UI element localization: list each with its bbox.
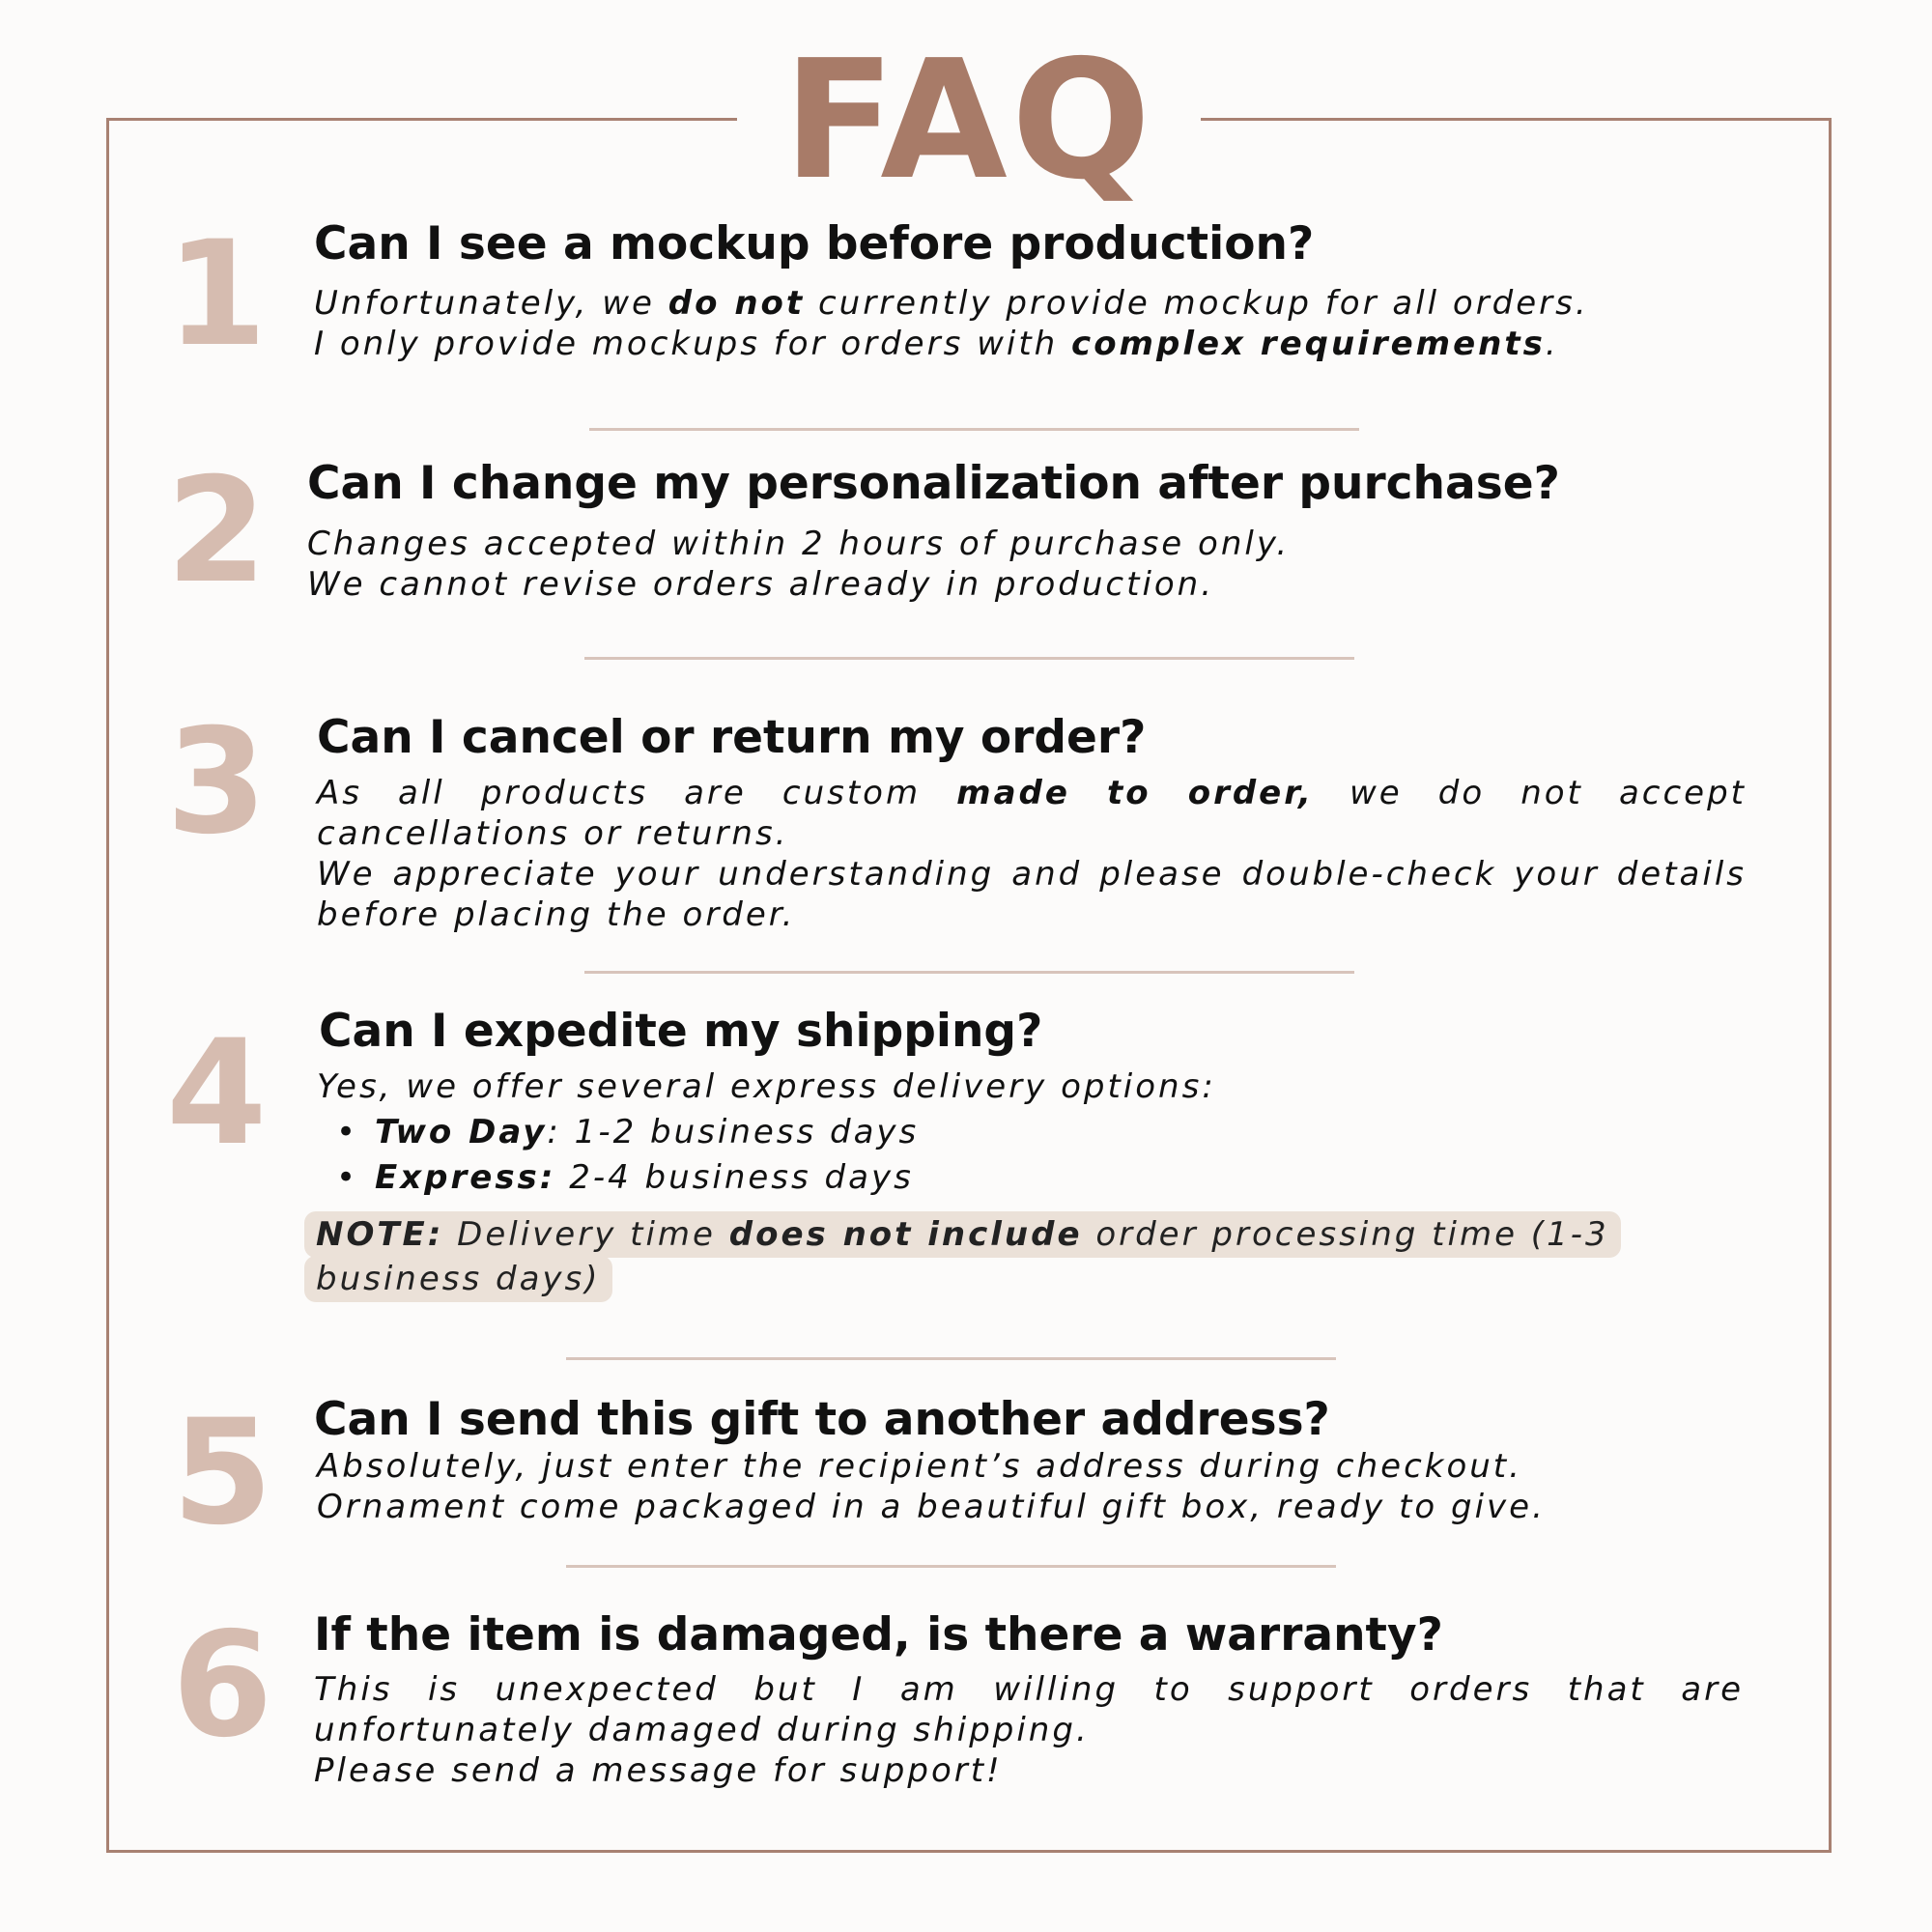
faq-number-2: 2 [166,447,268,615]
list-item: • Express: 2-4 business days [317,1155,1718,1201]
faq-answer-3: As all products are custom made to order, we do not accept cancellations or returns. We appreciate your understanding and please double-check your details before placing the order. [317,774,1747,934]
faq-answer-5: Absolutely, just enter the recipient’s address during checkout. Ornament come packaged in a beautiful gift box, ready to give. [317,1447,1546,1526]
divider [566,1565,1336,1568]
faq-number-5: 5 [172,1389,273,1557]
faq-answer-6: This is unexpected but I am willing to support orders that are unfortunately damaged during shipping. Please send a message for support! [314,1670,1744,1790]
divider [566,1357,1336,1360]
delivery-options-list [317,1110,1718,1201]
faq-question-6: If the item is damaged, is there a warranty? [314,1608,1443,1662]
faq-number-6: 6 [172,1602,273,1770]
faq-question-4: Can I expedite my shipping? [319,1005,1043,1058]
divider [584,657,1354,660]
faq-question-2: Can I change my personalization after purchase? [307,457,1560,510]
list-item: • Two Day: 1-2 business days [317,1110,1718,1155]
faq-answer-2: Changes accepted within 2 hours of purchase only. We cannot revise orders already in production. [307,525,1291,604]
faq-question-1: Can I see a mockup before production? [314,217,1315,270]
faq-answer-1: Unfortunately, we do not currently provide mockup for all orders. I only provide mockups for orders with complex requirements. [314,284,1589,363]
faq-answer-4: Yes, we offer several express delivery options: • Two Day: 1-2 business days • Express: 2-4 business days [317,1065,1718,1201]
faq-question-5: Can I send this gift to another address? [314,1393,1330,1446]
faq-number-3: 3 [166,698,268,867]
faq-question-3: Can I cancel or return my order? [317,711,1147,764]
faq-frame [106,118,1832,1853]
divider [589,428,1359,431]
page-title: FAQ [782,25,1155,216]
delivery-note: NOTE: Delivery time does not include order processing time (1-3 business days) [304,1212,1618,1301]
faq-number-1: 1 [166,211,268,379]
divider [584,971,1354,974]
faq-number-4: 4 [166,1009,268,1178]
